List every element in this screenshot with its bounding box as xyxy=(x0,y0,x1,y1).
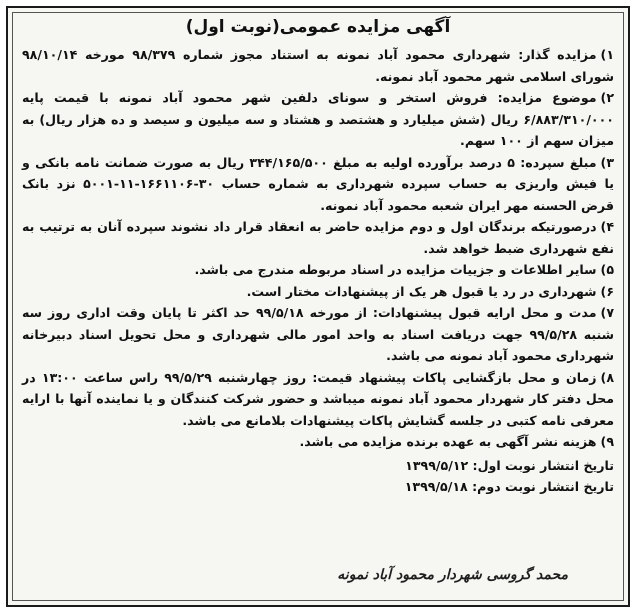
notice-item-8 xyxy=(22,367,614,432)
notice-item-3 xyxy=(22,152,614,217)
item-number: ۳) xyxy=(600,154,614,170)
notice-item-6 xyxy=(22,281,614,303)
item-number: ۸) xyxy=(600,369,614,385)
item-text: سایر اطلاعات و جزییات مزایده در اسناد مربوطه مندرج می باشد. xyxy=(194,262,597,277)
publication-dates xyxy=(22,455,614,497)
notice-item-9 xyxy=(22,431,614,453)
signature: محمد گروسی شهردار محمود آباد نمونه xyxy=(337,567,568,583)
item-number: ۱) xyxy=(600,47,614,62)
item-number: ۷) xyxy=(600,305,614,320)
date-first-publication: تاریخ انتشار نوبت اول: ۱۳۹۹/۵/۱۲ xyxy=(405,457,614,473)
item-number: ۲) xyxy=(600,90,614,105)
item-text: درصورتیکه برندگان اول و دوم مزایده حاضر به انعقاد قرار داد نشوند سپرده آنان به ترتیب به نفع شهرداری ضبط خواهد شد. xyxy=(22,219,614,256)
item-text: زمان و محل بازگشایی پاکات پیشنهاد قیمت: روز چهارشنبه ۹۹/۵/۲۹ راس ساعت ۱۳:۰۰ در محل دفتر کار شهردار محمود آباد نمونه میباشد و حضور شرکت کنندگان و یا نماینده آنها با ارایه معرفی نامه کتبی در جلسه گشایش پاکات پیشنهادات بلامانع می باشد. xyxy=(22,369,614,428)
item-number: ۴) xyxy=(600,219,614,234)
notice-frame xyxy=(6,6,630,607)
notice-item-1 xyxy=(22,44,614,87)
item-text: مدت و محل ارایه قبول پیشنهادات: از مورخه ۹۹/۵/۱۸ حد اکثر تا پایان وقت اداری روز سه شنبه ۹۹/۵/۲۸ جهت دریافت اسناد به واحد امور مالی شهرداری و محل تحویل اسناد دبیرخانه شهرداری محمود آباد نمونه می باشد. xyxy=(22,305,614,363)
notice-item-4 xyxy=(22,216,614,259)
date-second-publication: تاریخ انتشار نوبت دوم: ۱۳۹۹/۵/۱۸ xyxy=(404,478,614,494)
notice-title: آگهی مزایده عمومی(نوبت اول) xyxy=(185,17,451,37)
item-text: شهرداری در رد یا قبول هر یک از پیشنهادات مختار است. xyxy=(246,283,597,299)
item-number: ۶) xyxy=(600,283,614,299)
item-text: موضوع مزایده: فروش استخر و سونای دلفین شهر محمود آباد نمونه با قیمت پایه ۶/۸۸۳/۳۱۰/۰۰۰ ریال (شش میلیارد و هشتصد و هشتاد و سه میلیون و سیصد و ده هزار ریال) به میزان سهم از ۱۰۰ سهم. xyxy=(22,90,614,148)
notice-item-2 xyxy=(22,87,614,152)
item-number: ۹) xyxy=(600,434,614,449)
notice-item-5 xyxy=(22,259,614,281)
item-text: مبلغ سپرده: ۵ درصد برآورده اولیه به مبلغ ۳۴۴/۱۶۵/۵۰۰ ریال به صورت ضمانت نامه بانکی و یا فیش واریزی به حساب سپرده شهرداری به شماره حساب ۳۰-۱۶۶۱۱۰۶-۱۱-۵۰۰۱ نزد بانک قرض الحسنه مهر ایران شعبه محمود آباد نمونه. xyxy=(22,154,614,213)
notice-body xyxy=(22,16,614,497)
item-text: هزینه نشر آگهی به عهده برنده مزایده می باشد. xyxy=(299,434,597,449)
item-number: ۵) xyxy=(600,262,614,277)
item-text: مزایده گذار: شهرداری محمود آباد نمونه به استناد مجوز شماره ۹۸/۳۷۹ مورخه ۹۸/۱۰/۱۴ شورای اسلامی شهر محمود آباد نمونه. xyxy=(22,47,614,84)
notice-item-7 xyxy=(22,302,614,367)
